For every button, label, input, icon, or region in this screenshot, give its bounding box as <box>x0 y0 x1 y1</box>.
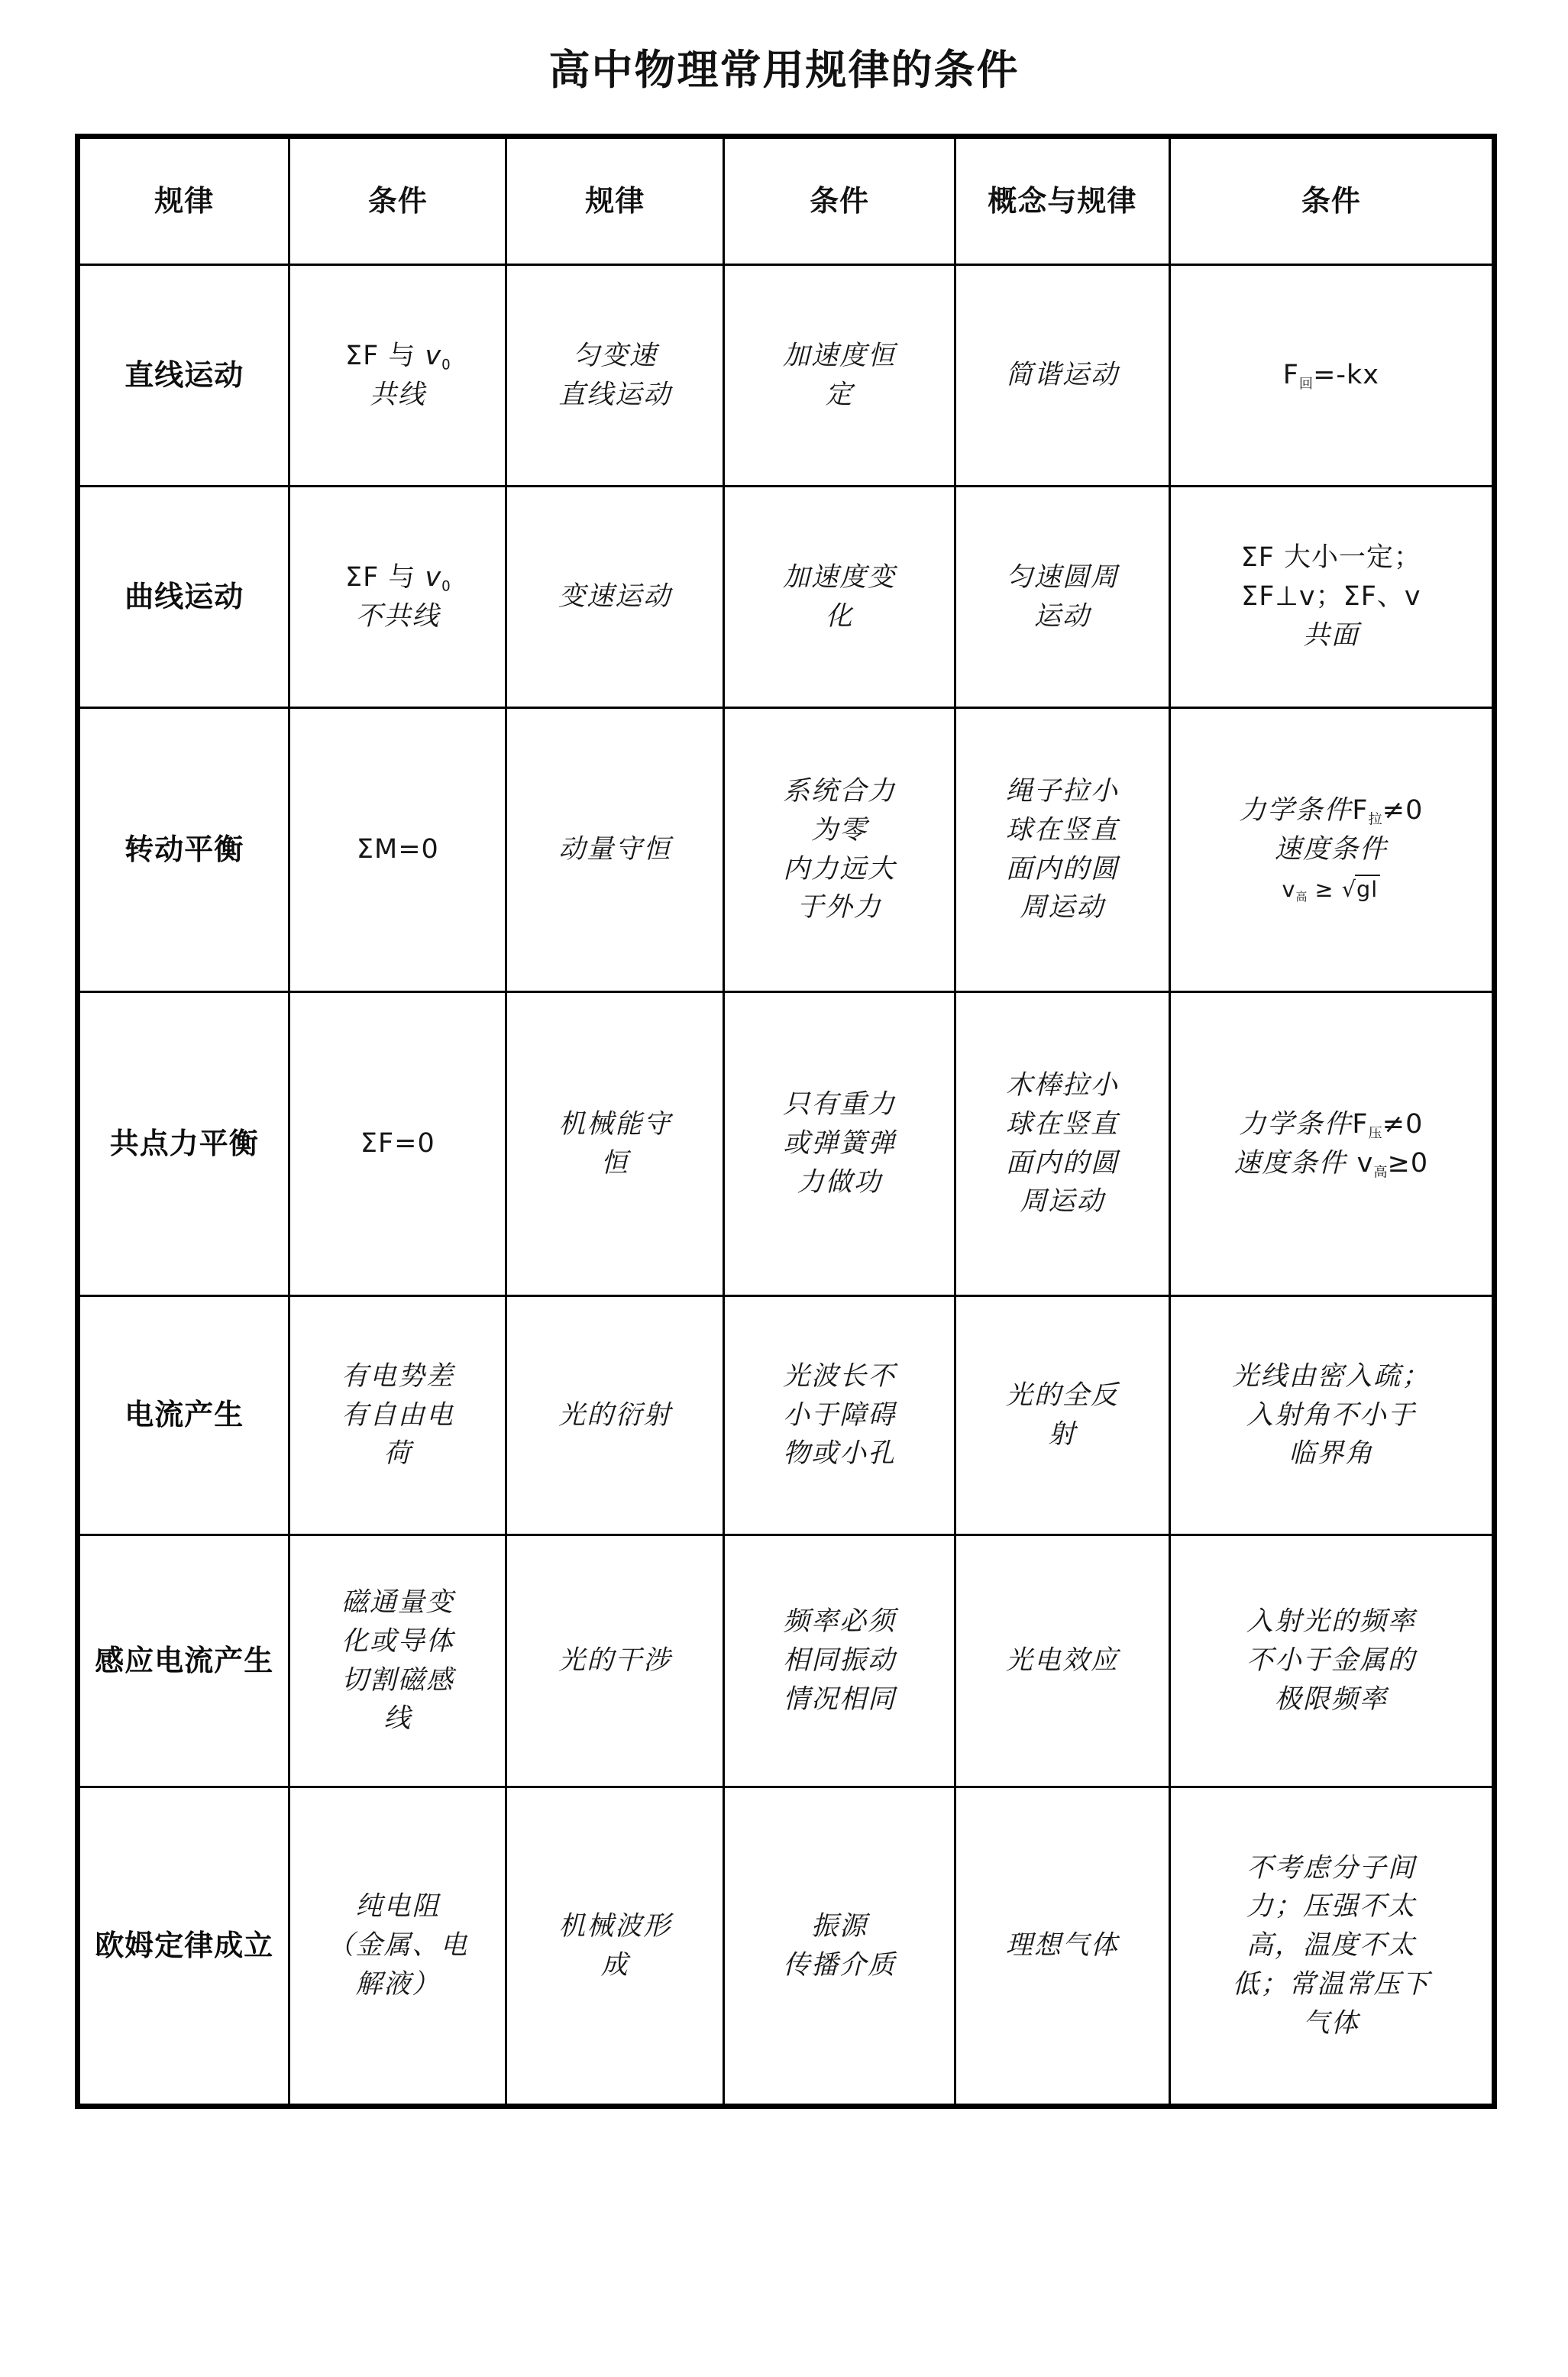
table-row <box>78 1535 1495 1787</box>
column-header-concept-and-law: 概念与规律 <box>955 137 1170 265</box>
cell-law-2: 光的干涉 <box>506 1535 724 1787</box>
table-header-row <box>78 137 1495 265</box>
cell-concept: 木棒拉小 球在竖直 面内的圆 周运动 <box>955 992 1170 1296</box>
column-header-condition-2: 条件 <box>724 137 955 265</box>
cell-condition-2: 系统合力 为零 内力远大 于外力 <box>724 708 955 992</box>
column-header-law-2: 规律 <box>506 137 724 265</box>
cell-condition-3: 入射光的频率 不小于金属的 极限频率 <box>1169 1535 1494 1787</box>
cell-condition-2: 加速度恒 定 <box>724 265 955 487</box>
row-label: 欧姆定律成立 <box>78 1787 289 2107</box>
column-header-condition-3: 条件 <box>1169 137 1494 265</box>
cell-condition-2: 加速度变 化 <box>724 487 955 708</box>
cell-condition-3: 力学条件$F_拉\ne 0$ 速度条件 $v_高 \ge √gl$ <box>1169 708 1494 992</box>
table-row <box>78 1787 1495 2107</box>
physics-conditions-table <box>75 134 1497 2109</box>
cell-law-2: 光的衍射 <box>506 1296 724 1535</box>
cell-condition-3: 力学条件$F_压\ne 0$ 速度条件 $v_高\ge 0$ <box>1169 992 1494 1296</box>
row-label: 感应电流产生 <box>78 1535 289 1787</box>
table <box>75 134 1497 2109</box>
cell-concept: 理想气体 <box>955 1787 1170 2107</box>
cell-condition-2: 只有重力 或弹簧弹 力做功 <box>724 992 955 1296</box>
cell-law-2: 变速运动 <box>506 487 724 708</box>
table-body <box>78 265 1495 2107</box>
cell-law-2: 机械能守 恒 <box>506 992 724 1296</box>
cell-condition-3: 不考虑分子间 力；压强不太 高，温度不太 低；常温常压下 气体 <box>1169 1787 1494 2107</box>
row-label: 电流产生 <box>78 1296 289 1535</box>
cell-condition-1: ΣF 与 $v_0$ 不共线 <box>289 487 506 708</box>
row-label: 曲线运动 <box>78 487 289 708</box>
cell-concept: 简谐运动 <box>955 265 1170 487</box>
cell-law-2: 匀变速 直线运动 <box>506 265 724 487</box>
cell-law-2: 机械波形 成 <box>506 1787 724 2107</box>
row-label: 转动平衡 <box>78 708 289 992</box>
cell-condition-1: ΣF 与 $v_0$ 共线 <box>289 265 506 487</box>
cell-condition-1: 纯电阻 （金属、电 解液） <box>289 1787 506 2107</box>
cell-condition-1: ΣF=0 <box>289 992 506 1296</box>
cell-concept: 匀速圆周 运动 <box>955 487 1170 708</box>
table-row <box>78 487 1495 708</box>
cell-condition-2: 振源 传播介质 <box>724 1787 955 2107</box>
cell-condition-3: 光线由密入疏； 入射角不小于 临界角 <box>1169 1296 1494 1535</box>
cell-condition-2: 光波长不 小于障碍 物或小孔 <box>724 1296 955 1535</box>
cell-condition-3: ΣF 大小一定； ΣF⊥v；ΣF、v 共面 <box>1169 487 1494 708</box>
row-label: 直线运动 <box>78 265 289 487</box>
table-row <box>78 992 1495 1296</box>
table-row <box>78 265 1495 487</box>
cell-condition-3: $F_回=-kx$ <box>1169 265 1494 487</box>
cell-condition-2: 频率必须 相同振动 情况相同 <box>724 1535 955 1787</box>
table-row <box>78 1296 1495 1535</box>
table-row <box>78 708 1495 992</box>
page-title: 高中物理常用规律的条件 <box>548 46 1020 94</box>
column-header-law-1: 规律 <box>78 137 289 265</box>
cell-concept: 光的全反 射 <box>955 1296 1170 1535</box>
cell-concept: 绳子拉小 球在竖直 面内的圆 周运动 <box>955 708 1170 992</box>
cell-condition-1: 磁通量变 化或导体 切割磁感 线 <box>289 1535 506 1787</box>
cell-law-2: 动量守恒 <box>506 708 724 992</box>
cell-concept: 光电效应 <box>955 1535 1170 1787</box>
cell-condition-1: 有电势差 有自由电 荷 <box>289 1296 506 1535</box>
column-header-condition-1: 条件 <box>289 137 506 265</box>
cell-condition-1: ΣM=0 <box>289 708 506 992</box>
row-label: 共点力平衡 <box>78 992 289 1296</box>
